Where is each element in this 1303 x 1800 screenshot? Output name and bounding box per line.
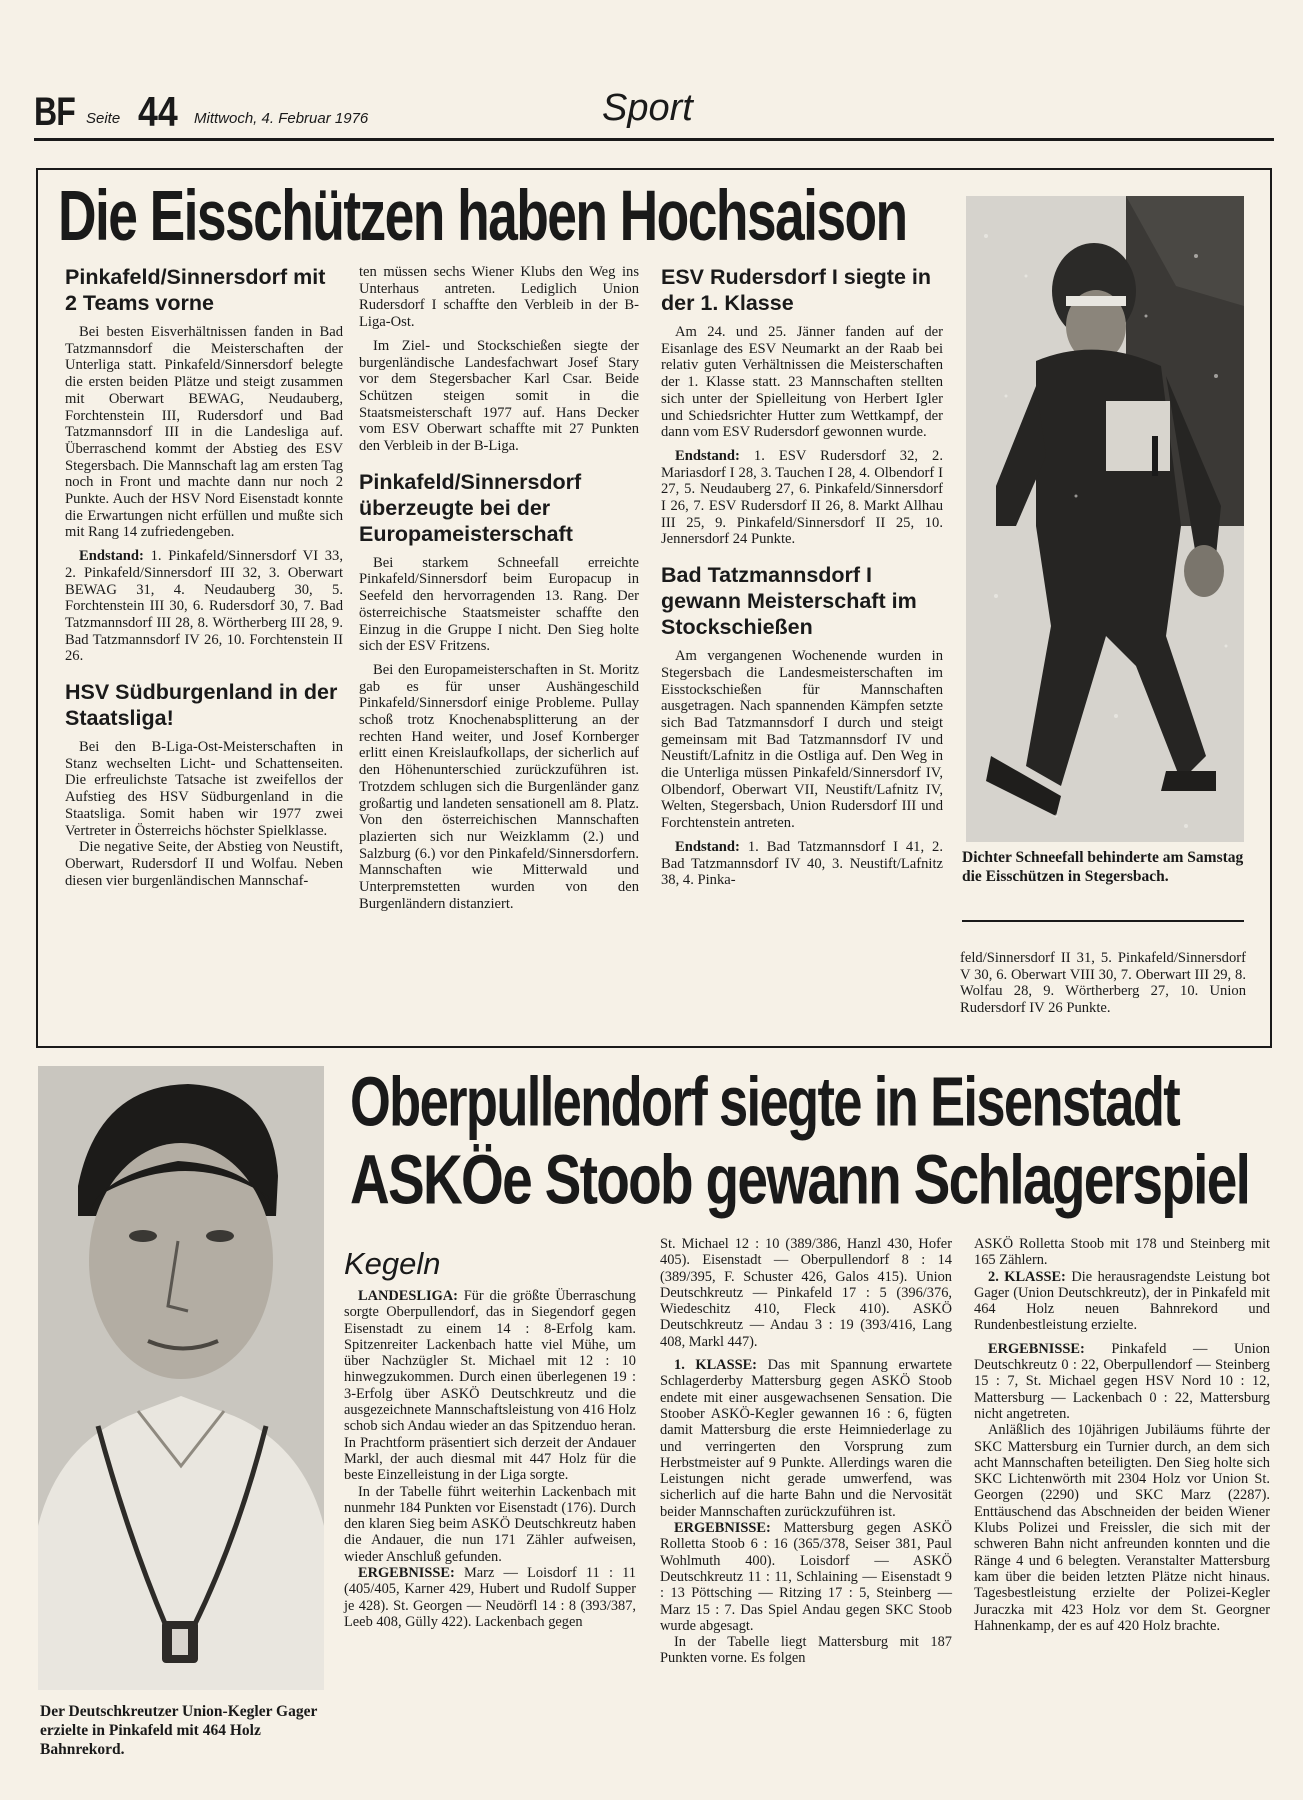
kegler-portrait-illustration bbox=[38, 1066, 324, 1690]
subhead-pinkafeld: Pinkafeld/Sinnersdorf mit 2 Teams vorne bbox=[65, 265, 326, 315]
kicker: Kegeln bbox=[344, 1246, 441, 1281]
standings-text: 1. Bad Tatzmannsdorf I 41, 2. Bad Tatzmannsdorf IV 40, 3. Neustift/Lafnitz 38, 4. Pinka- bbox=[661, 838, 943, 889]
ice-shooter-illustration bbox=[966, 196, 1244, 842]
paragraph: Am vergangenen Wochenende wurden in Stegersbach die Landesmeisterschaften im Eisstockschießen für Mannschaften ausgetragen. Nach spannenden Kämpfen setzte sich Bad Tatzmannsdorf I durch und steigt gemeinsam mit Bad Tatzmannsdorf IV und Neustift/Lafnitz in die Ostliga auf. Den Weg in die Unterliga müssen Pinkafeld/Sinnersdorf IV, Olbendorf, Oberwart VII, Neustift/Lafnitz IV, Welten, Stegersbach, Union Rudersdorf III und Forchtenstein antreten. bbox=[661, 648, 943, 832]
paragraph: In der Tabelle liegt Mattersburg mit 187 Punkten vorne. Es folgen bbox=[660, 1634, 952, 1667]
paragraph: Anläßlich des 10jährigen Jubiläums führte der SKC Mattersburg ein Turnier durch, an dem sich acht Mannschaften beteiligten. Den Sieg holte sich SKC Lichtenwörth mit 2304 Holz vor Union St. Georgen (2290) und SKC Marz (2287). Enttäuschend das Abschneiden der beiden Wiener Klubs Polizei und Freissler, die sich mit der schweren Bahn nicht anfreunden konnten und die Ränge 4 und 6 belegten. Veranstalter Mattersburg kam über die beiden letzten Plätze nicht hinaus. Tagesbestleistung erzielte der Polizei-Kegler Juraczka mit 423 Holz vor dem St. Georgner Hahnenkamp, der es auf 420 Holz brachte. bbox=[974, 1422, 1270, 1634]
continued-standings: feld/Sinnersdorf II 31, 5. Pinkafeld/Sinnersdorf V 30, 6. Oberwart VIII 30, 7. Oberwart III 29, 8. Wolfau 28, 9. Wörtherberg 27, 10. Union Rudersdorf IV 26 Punkte. bbox=[960, 950, 1246, 1017]
paragraph: Bei den Europameisterschaften in St. Moritz gab es für unser Aushängeschild Pinkafeld/Sinnersdorf einige Probleme. Pullay schoß trotz Knochenabsplitterung an der rechten Hand weiter, und Josef Kornberger erlitt einen Kreislaufkollaps, der sicherlich auf den Höhenunterschied zurückzuführen ist. Trotzdem schlugen sich die Burgenländer ganz großartig und landeten sensationell am 8. Platz. Von den österreichischen Mannschaften plazierten sich nur Weizklamm (2.) und Salzburg (6.) vor den Pinkafeld/Sinnersdorfern. Mannschaften wie Mitterwald und Unterpremstetten wurden von den Burgenländern distanziert. bbox=[359, 661, 639, 912]
photo-caption-top: Dichter Schneefall behinderte am Samstag die Eisschützen in Stegersbach. bbox=[962, 849, 1244, 885]
standings-text: 1. Pinkafeld/Sinnersdorf VI 33, 2. Pinkafeld/Sinnersdorf III 32, 3. Oberwart BEWAG 31, 4. Neudauberg 30, 5. Forchtenstein III 30, 6. Rudersdorf 30, 7. Bad Tatzmannsdorf III 28, 8. Wörtherberg III 28, 9. Bad Tatzmannsdorf IV 26, 10. Forchtenstein II 26. bbox=[65, 548, 343, 665]
paragraph bbox=[344, 1565, 636, 1630]
subhead-europameisterschaft: Pinkafeld/Sinnersdorf überzeugte bei der Europameisterschaft bbox=[359, 469, 582, 546]
top-column-2 bbox=[359, 264, 639, 913]
issue-date: Mittwoch, 4. Februar 1976 bbox=[194, 110, 369, 127]
standings-paragraph bbox=[65, 548, 343, 665]
paragraph-text: Das mit Spannung erwartete Schlagerderby Mattersburg gegen ASKÖ Stoob endete mit einer ausgewachsenen Sensation. Die Stoober ASKÖ-Kegler gewannen 16 : 6, fügten damit Mattersburg die erste Heimniederlage zu und verringerten den Vorsprung zum Herbstmeister auf 9 Punkte. Allerdings waren die Leistungen nicht gerade umwerfend, was sicherlich auf die harte Bahn und die Nervosität beider Mannschaften zurückzuführen ist. bbox=[660, 1357, 952, 1520]
paragraph: Die negative Seite, der Abstieg von Neustift, Oberwart, Rudersdorf II und Wolfau. Neben diesen vier burgenländischen Mannschaf- bbox=[65, 839, 343, 889]
section-label: 1. KLASSE: bbox=[674, 1357, 757, 1374]
photo-kegler-gager bbox=[38, 1066, 324, 1690]
standings-text: 1. ESV Rudersdorf 32, 2. Mariasdorf I 28, 3. Tauchen I 28, 4. Olbendorf I 27, 5. Neudauberg 27, 6. Pinkafeld/Sinnersdorf I 26, 7. ESV Rudersdorf II 26, 8. Markt Allhau III 25, 9. Pinkafeld/Sinnersdorf II 25, 10. Jennersdorf 24 Punkte. bbox=[661, 447, 943, 548]
subhead-tatzmannsdorf: Bad Tatzmannsdorf I gewann Meisterschaft im Stockschießen bbox=[661, 563, 917, 640]
section-label: 2. KLASSE: bbox=[988, 1268, 1066, 1285]
subhead-rudersdorf: ESV Rudersdorf I siegte in der 1. Klasse bbox=[661, 265, 931, 315]
top-column-4 bbox=[960, 950, 1246, 1017]
paragraph-text: Marz — Loisdorf 11 : 11 (405/405, Karner 429, Hubert und Rudolf Supper je 428). St. Georgen — Neudörfl 14 : 8 (393/387, Leeb 408, Gülly 422). Lackenbach gegen bbox=[344, 1565, 636, 1630]
standings-label: Endstand: bbox=[675, 447, 740, 464]
seite-label: Seite bbox=[86, 110, 121, 127]
paragraph-text: Die herausragendste Leistung bot Gager (Union Deutschkreutz), der in Pinkafeld mit 464 Holz neuen Bahnrekord und Rundenbestleistung erzielte. bbox=[974, 1268, 1270, 1334]
bottom-headline-1: Oberpullendorf siegte in Eisenstadt bbox=[350, 1062, 1180, 1141]
section-label: ERGEBNISSE: bbox=[988, 1340, 1085, 1357]
section-label: ERGEBNISSE: bbox=[358, 1565, 455, 1582]
paragraph: St. Michael 12 : 10 (389/386, Hanzl 430, Hofer 405). Eisenstadt — Oberpullendorf 8 : 14 (389/395, F. Schuster 426, Galos 415). Union Deutschkreutz — Pinkafeld 17 : 5 (396/376, Wiedeschitz 410, Fleck 410). ASKÖ Deutschkreutz — Andau 3 : 19 (393/416, Lang 408, Markl 447). bbox=[660, 1236, 952, 1350]
paragraph: ASKÖ Rolletta Stoob mit 178 und Steinberg mit 165 Zählern. bbox=[974, 1236, 1270, 1269]
section-title: Sport bbox=[602, 87, 693, 129]
photo-ice-shooter bbox=[966, 196, 1244, 842]
bottom-column-1 bbox=[344, 1288, 636, 1630]
masthead bbox=[34, 86, 1274, 142]
paragraph: Bei starkem Schneefall erreichte Pinkafeld/Sinnersdorf beim Europacup in Seefeld den hervorragenden 13. Rang. Der österreichische Staatsmeister schaffte den Einzug in die Gruppe I nicht. Den Sieg holte sich der ESV Fritzens. bbox=[359, 554, 639, 655]
paragraph: Am 24. und 25. Jänner fanden auf der Eisanlage des ESV Neumarkt an der Raab bei relativ guten Verhältnissen die Meisterschaften der 1. Klasse statt. 23 Mannschaften stellten sich unter der Spielleitung von Herbert Igler und Schiedsrichter Hutter zum Wettkampf, der dann vom ESV Rudersdorf gewonnen wurde. bbox=[661, 324, 943, 441]
standings-paragraph bbox=[661, 839, 943, 889]
top-column-3 bbox=[661, 264, 943, 889]
page-number: 44 bbox=[138, 88, 178, 135]
paragraph-text: Pinkafeld — Union Deutschkreutz 0 : 22, Oberpullendorf — Steinberg 15 : 7, St. Michael gegen HSV Nord 10 : 12, Mattersburg — Lackenbach 0 : 22, Mattersburg nicht angetreten. bbox=[974, 1340, 1270, 1422]
bottom-headline-2: ASKÖe Stoob gewann Schlagerspiel bbox=[350, 1140, 1250, 1219]
paragraph bbox=[974, 1341, 1270, 1422]
paragraph: In der Tabelle führt weiterhin Lackenbach mit nunmehr 184 Punkten vor Eisenstadt (176). Durch den klaren Sieg beim ASKÖ Deutschkreutz haben die Andauer, die nun 171 Zähler aufweisen, wieder Anschluß gefunden. bbox=[344, 1483, 636, 1565]
logo: BF bbox=[34, 90, 76, 134]
bottom-column-2 bbox=[660, 1236, 952, 1667]
masthead-rule bbox=[34, 138, 1274, 141]
paragraph: Bei den B-Liga-Ost-Meisterschaften in Stanz wechselten Licht- und Schattenseiten. Die erfreulichste Tatsache ist zweifellos der Aufstieg des HSV Südburgenland in die Staatsliga. Somit haben wir 1977 zwei Vertreter in Österreichs höchster Spielklasse. bbox=[65, 739, 343, 839]
paragraph: Im Ziel- und Stockschießen siegte der burgenländische Landesfachwart Josef Stary vor dem Stegersbacher Karl Csar. Beide Schützen steigen somit in die Staatsmeisterschaft 1977 auf. Hans Decker vom ESV Oberwart schaffte mit 27 Punkten den Verbleib in der B-Liga. bbox=[359, 337, 639, 455]
section-label: ERGEBNISSE: bbox=[674, 1520, 771, 1537]
standings-label: Endstand: bbox=[675, 838, 740, 855]
paragraph bbox=[974, 1269, 1270, 1334]
standings-paragraph bbox=[661, 448, 943, 548]
bottom-column-3 bbox=[974, 1236, 1270, 1634]
paragraph: ten müssen sechs Wiener Klubs den Weg ins Unterhaus antreten. Lediglich Union Rudersdorf I schaffte den Verbleib in der B-Liga-Ost. bbox=[359, 264, 639, 331]
paragraph-text: Mattersburg gegen ASKÖ Rolletta Stoob 6 : 16 (365/378, Seiser 381, Paul Wohlmuth 400). Loisdorf — ASKÖ Deutschkreutz 11 : 11, Schlaining — Eisenstadt 9 : 13 Pöttsching — Ritzing 17 : 5, Steinberg — Marz 15 : 7. Das Spiel Andau gegen SKC Stoob wurde abgesagt. bbox=[660, 1520, 952, 1634]
paragraph-text: Für die größte Überraschung sorgte Oberpullendorf, das in Siegendorf gegen Eisenstadt zu einem 14 : 8-Erfolg kam. Spitzenreiter Lackenbach hatte viel Mühe, um über Nachzügler St. Michael mit 12 : 10 hinwegzukommen. Durch einen überlegenen 19 : 3-Erfolg über ASKÖ Deutschkreutz und die ausgezeichnete Mannschaftsleistung von 416 Holz schob sich Andau wieder an das Spitzenduo heran. In Prachtform präsentiert sich derzeit der Andauer Markl, der auch diesmal mit 447 Holz für die beste Einzelleistung in der Liga sorgte. bbox=[344, 1288, 636, 1484]
section-label: LANDESLIGA: bbox=[358, 1288, 458, 1304]
top-headline: Die Eisschützen haben Hochsaison bbox=[58, 176, 907, 256]
caption-rule bbox=[962, 920, 1244, 922]
paragraph bbox=[660, 1520, 952, 1634]
paragraph bbox=[344, 1288, 636, 1484]
paragraph bbox=[660, 1357, 952, 1520]
photo-caption-bottom: Der Deutschkreutzer Union-Kegler Gager erzielte in Pinkafeld mit 464 Holz Bahnrekord. bbox=[40, 1703, 318, 1758]
subhead-hsv: HSV Südburgenland in der Staatsliga! bbox=[65, 680, 338, 731]
standings-label: Endstand: bbox=[79, 548, 144, 565]
top-column-1 bbox=[65, 264, 343, 889]
paragraph: Bei besten Eisverhältnissen fanden in Bad Tatzmannsdorf die Meisterschaften der Unterliga statt. Pinkafeld/Sinnersdorf belegte die ersten beiden Plätze und steigt zusammen mit Oberwart BEWAG, Neudauberg, Forchtenstein III, Rudersdorf und Bad Tatzmannsdorf III in die Landesliga auf. Überraschend kommt der Abstieg des ESV Stegersbach. Die Mannschaft lag am ersten Tag noch in Front und machte dann nur noch 2 Punkte. Auch der HSV Nord Eisenstadt konnte die Erwartungen nicht erfüllen und mußte sich mit Rang 14 zufriedengeben. bbox=[65, 324, 343, 541]
